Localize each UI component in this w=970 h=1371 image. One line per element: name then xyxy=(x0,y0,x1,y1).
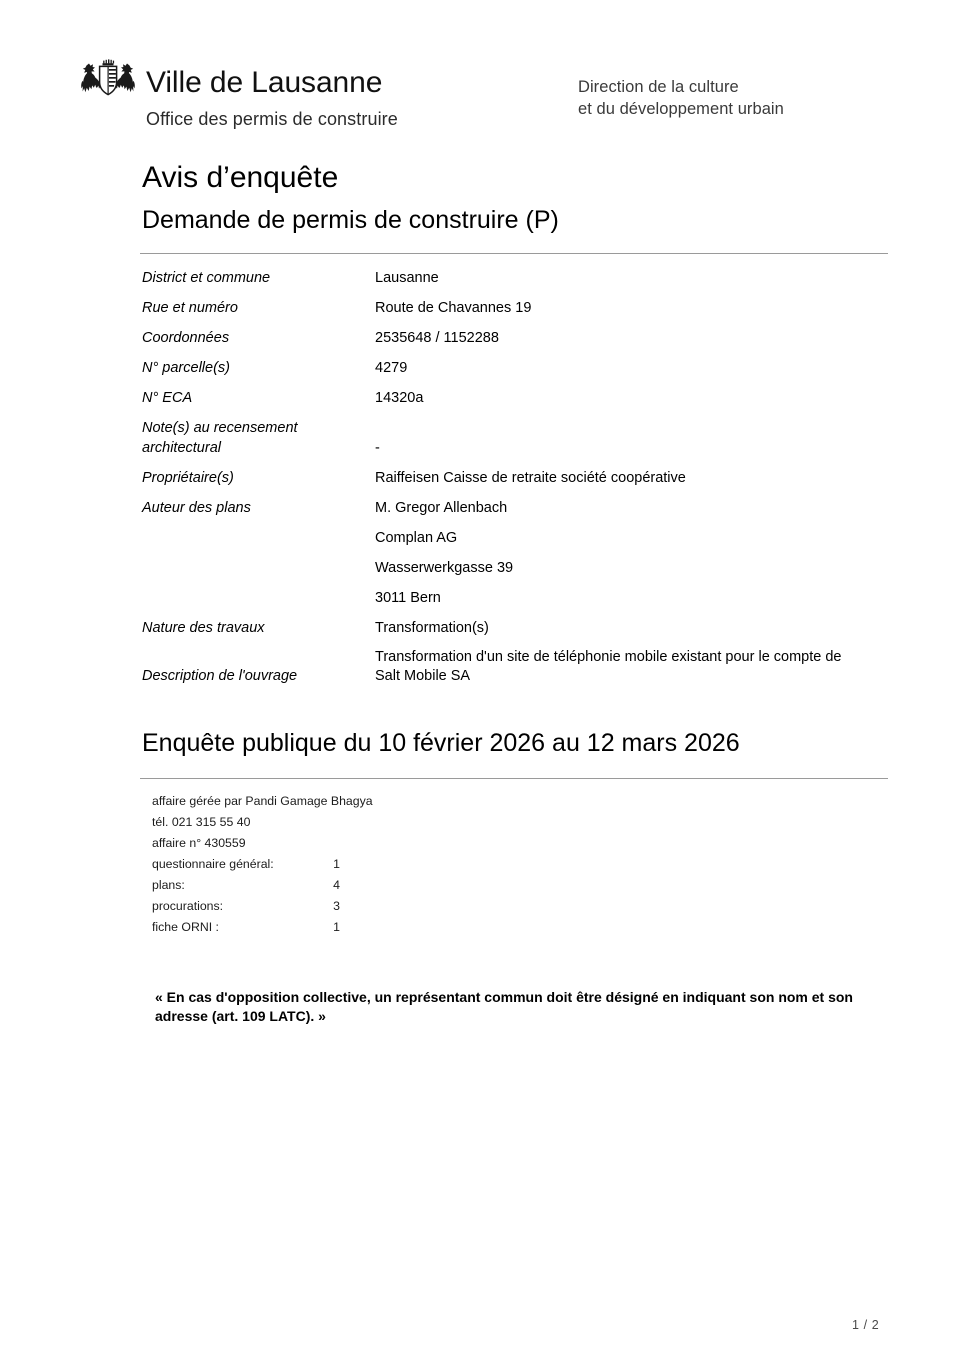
detail-label: Coordonnées xyxy=(142,330,230,346)
count-label: questionnaire général: xyxy=(152,857,274,871)
list-item xyxy=(152,917,373,938)
table-row xyxy=(142,468,888,488)
table-row xyxy=(142,498,888,518)
table-row xyxy=(142,588,888,608)
table-row xyxy=(142,298,888,318)
detail-label: Propriétaire(s) xyxy=(142,470,234,486)
phone-line: tél. 021 315 55 40 xyxy=(152,815,251,829)
detail-value: Wasserwerkgasse 39 xyxy=(375,560,514,576)
table-row xyxy=(142,528,888,548)
detail-value: Transformation(s) xyxy=(375,620,489,636)
direction-line-2: et du développement urbain xyxy=(578,100,784,118)
page-title: Avis d’enquête xyxy=(142,161,339,194)
detail-value: Complan AG xyxy=(375,530,458,546)
details-table xyxy=(142,268,888,696)
table-row xyxy=(142,418,888,458)
page-number: 1 / 2 xyxy=(852,1318,880,1332)
brand-title: Ville de Lausanne xyxy=(146,66,383,99)
table-row xyxy=(142,328,888,348)
detail-label: Nature des travaux xyxy=(142,620,265,636)
detail-value: 4279 xyxy=(375,360,408,376)
detail-value: Lausanne xyxy=(375,270,439,286)
list-item xyxy=(152,896,373,917)
detail-value: Route de Chavannes 19 xyxy=(375,300,532,316)
count-label: procurations: xyxy=(152,899,224,913)
detail-label: N° parcelle(s) xyxy=(142,360,230,376)
table-row xyxy=(142,358,888,378)
list-item xyxy=(152,854,373,875)
detail-value: 3011 Bern xyxy=(375,590,441,606)
table-row xyxy=(142,388,888,408)
table-row xyxy=(142,618,888,638)
divider-middle xyxy=(140,778,888,779)
direction-line-1: Direction de la culture xyxy=(578,78,739,96)
meta-block xyxy=(152,791,373,938)
detail-value: - xyxy=(375,440,380,456)
detail-label: Auteur des plans xyxy=(142,500,251,516)
table-row xyxy=(142,268,888,288)
detail-label: Rue et numéro xyxy=(142,300,238,316)
divider-top xyxy=(140,253,888,254)
page-subtitle: Demande de permis de construire (P) xyxy=(142,206,559,234)
detail-value: 14320a xyxy=(375,390,424,406)
direction-block xyxy=(578,76,784,120)
detail-value: Raiffeisen Caisse de retraite société coopérative xyxy=(375,470,686,486)
count-value: 4 xyxy=(333,878,340,892)
page-header xyxy=(0,0,970,140)
detail-label: Description de l'ouvrage xyxy=(142,668,298,684)
count-label: fiche ORNI : xyxy=(152,920,219,934)
count-value: 1 xyxy=(333,920,340,934)
opposition-notice: « En cas d'opposition collective, un représentant commun doit être désigné en indiquant son nom et son adresse (art. 109 LATC). » xyxy=(155,989,853,1024)
table-row xyxy=(142,648,888,686)
brand-subtitle: Office des permis de construire xyxy=(146,109,398,129)
count-value: 3 xyxy=(333,899,340,913)
enquete-heading: Enquête publique du 10 février 2026 au 12 mars 2026 xyxy=(142,729,740,757)
detail-label: N° ECA xyxy=(142,390,193,406)
count-value: 1 xyxy=(333,857,340,871)
detail-label: Note(s) au recensement architectural xyxy=(142,420,298,456)
detail-value: 2535648 / 1152288 xyxy=(375,330,499,346)
list-item xyxy=(152,875,373,896)
lausanne-coat-of-arms-icon xyxy=(80,58,136,100)
detail-value: M. Gregor Allenbach xyxy=(375,500,508,516)
affair-number-line: affaire n° 430559 xyxy=(152,836,246,850)
detail-value: Transformation d'un site de téléphonie mobile existant pour le compte de Salt Mobile SA xyxy=(375,649,842,684)
count-label: plans: xyxy=(152,878,185,892)
brand-block xyxy=(80,58,500,130)
managed-by-line: affaire gérée par Pandi Gamage Bhagya xyxy=(152,794,373,808)
table-row xyxy=(142,558,888,578)
detail-label: District et commune xyxy=(142,270,271,286)
